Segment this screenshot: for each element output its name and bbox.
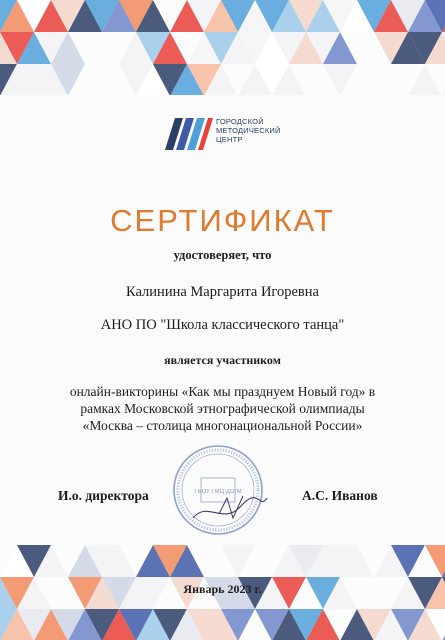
logo-line-1: ГОРОДСКОЙ (216, 117, 264, 126)
logo-line-2: МЕТОДИЧЕСКИЙ (216, 126, 281, 135)
stamp-text: ГБОУ ГМЦ ДОгМ (194, 489, 242, 495)
logo-text (216, 117, 281, 144)
organization-name: АНО ПО "Школа классического танца" (100, 317, 345, 333)
description-line-1: онлайн-викторины «Как мы празднуем Новый год» в (69, 384, 376, 399)
certificate-subtitle: удостоверяет, что (173, 248, 272, 262)
top-triangle-pattern (0, 0, 445, 95)
participation-status: является участником (164, 353, 281, 367)
logo-line-3: ЦЕНТР (216, 135, 243, 144)
signatory-name: А.С. Иванов (302, 488, 378, 503)
description-line-3: «Москва – столица многонациональной России» (82, 418, 363, 433)
event-description (30, 383, 415, 434)
recipient-name: Калинина Маргарита Игоревна (126, 284, 319, 300)
official-stamp (163, 440, 273, 540)
signatory-role: И.о. директора (58, 488, 149, 503)
description-line-2: рамках Московской этнографической олимпиады (80, 401, 365, 416)
certificate-title: СЕРТИФИКАТ (110, 203, 335, 238)
certificate-date: Январь 2023 г. (183, 582, 262, 596)
